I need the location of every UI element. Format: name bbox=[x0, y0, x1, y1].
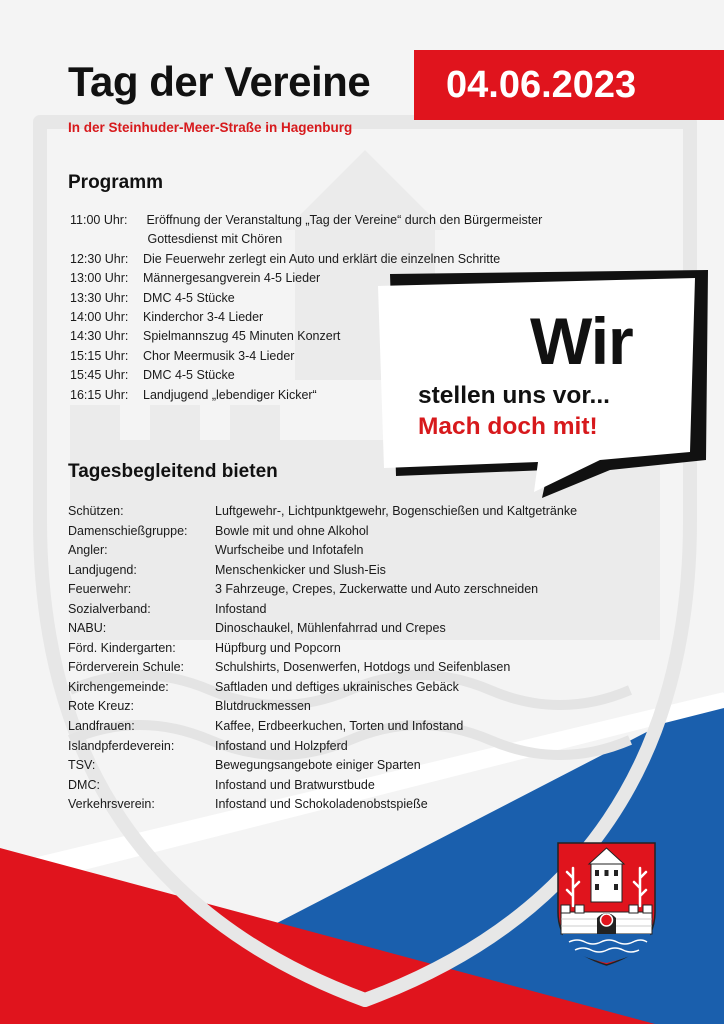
offer-text: Blutdruckmessen bbox=[215, 699, 311, 714]
offer-text: Bowle mit und ohne Alkohol bbox=[215, 523, 369, 538]
program-text: Kinderchor 3-4 Lieder bbox=[143, 310, 264, 325]
event-location: In der Steinhuder-Meer-Straße in Hagenburg bbox=[68, 120, 353, 135]
program-text: Eröffnung der Veranstaltung „Tag der Vereine“ durch den Bürgermeister bbox=[143, 213, 543, 227]
offer-row bbox=[68, 737, 668, 757]
offer-row bbox=[68, 697, 668, 717]
event-date: 04.06.2023 bbox=[446, 63, 637, 106]
program-text: Die Feuerwehr zerlegt ein Auto und erklärt die einzelnen Schritte bbox=[143, 251, 501, 266]
program-heading: Programm bbox=[68, 172, 164, 193]
offer-row bbox=[68, 561, 668, 581]
offer-row bbox=[68, 678, 668, 698]
offer-row bbox=[68, 522, 668, 542]
program-text: Männergesangverein 4-5 Lieder bbox=[143, 271, 321, 286]
offer-club: Landfrauen: bbox=[68, 719, 135, 734]
offer-text: Kaffee, Erdbeerkuchen, Torten und Infostand bbox=[215, 719, 464, 734]
offer-club: Rote Kreuz: bbox=[68, 699, 135, 714]
offer-club: DMC: bbox=[68, 777, 100, 792]
offer-row bbox=[68, 795, 668, 815]
offer-club: Förd. Kindergarten: bbox=[68, 640, 176, 655]
bubble-headline: Wir bbox=[530, 304, 633, 378]
offer-text: Infostand und Holzpferd bbox=[215, 738, 348, 753]
event-date-banner bbox=[414, 50, 724, 120]
offer-text: Saftladen und deftiges ukrainisches Gebäck bbox=[215, 679, 459, 694]
offer-row bbox=[68, 600, 668, 620]
program-text: Landjugend „lebendiger Kicker“ bbox=[143, 387, 317, 402]
offer-text: Menschenkicker und Slush-Eis bbox=[215, 562, 386, 577]
offer-row bbox=[68, 639, 668, 659]
program-text: DMC 4-5 Stücke bbox=[143, 368, 235, 383]
offer-row bbox=[68, 619, 668, 639]
offer-club: Angler: bbox=[68, 543, 108, 558]
offer-row bbox=[68, 580, 668, 600]
program-item bbox=[70, 211, 630, 230]
offer-club: Schützen: bbox=[68, 504, 124, 518]
program-time: 16:15 Uhr: bbox=[70, 387, 129, 402]
offer-club: Verkehrsverein: bbox=[68, 797, 155, 812]
coat-of-arms-icon bbox=[557, 842, 656, 966]
offer-text: Bewegungsangebote einiger Sparten bbox=[215, 758, 421, 773]
bubble-line-1: stellen uns vor... bbox=[418, 382, 610, 409]
program-text: Spielmannszug 45 Minuten Konzert bbox=[143, 329, 341, 344]
offer-row bbox=[68, 541, 668, 561]
program-time: 15:15 Uhr: bbox=[70, 348, 129, 363]
program-time: 13:30 Uhr: bbox=[70, 290, 129, 305]
program-time: 12:30 Uhr: bbox=[70, 251, 129, 266]
offers-list bbox=[68, 502, 668, 815]
program-text: Gottesdienst mit Chören bbox=[144, 232, 283, 247]
offer-row bbox=[68, 502, 668, 522]
program-time: 14:30 Uhr: bbox=[70, 329, 129, 344]
offer-club: Sozialverband: bbox=[68, 601, 151, 616]
offer-text: Infostand und Bratwurstbude bbox=[215, 777, 375, 792]
offer-club: Landjugend: bbox=[68, 562, 137, 577]
offer-text: 3 Fahrzeuge, Crepes, Zuckerwatte und Auto zerschneiden bbox=[215, 582, 539, 597]
program-item-continuation bbox=[70, 230, 630, 249]
offer-row bbox=[68, 776, 668, 796]
offer-club: Förderverein Schule: bbox=[68, 660, 185, 675]
program-time: 15:45 Uhr: bbox=[70, 368, 129, 383]
crest-rose bbox=[601, 914, 613, 926]
program-item bbox=[70, 250, 630, 269]
offer-text: Dinoschaukel, Mühlenfahrrad und Crepes bbox=[215, 621, 446, 636]
page-title: Tag der Vereine bbox=[68, 58, 371, 105]
program-time: 13:00 Uhr: bbox=[70, 271, 129, 286]
offer-text: Schulshirts, Dosenwerfen, Hotdogs und Seifenblasen bbox=[215, 660, 511, 675]
offer-text: Wurfscheibe und Infotafeln bbox=[215, 543, 364, 558]
offer-club: Damenschießgruppe: bbox=[68, 523, 188, 538]
offer-club: Islandpferdeverein: bbox=[68, 738, 175, 753]
offer-text: Luftgewehr-, Lichtpunktgewehr, Bogenschießen und Kaltgetränke bbox=[215, 504, 578, 518]
program-time: 14:00 Uhr: bbox=[70, 310, 129, 325]
crest-tower bbox=[591, 864, 622, 902]
offer-row bbox=[68, 717, 668, 737]
bubble-line-2: Mach doch mit! bbox=[418, 413, 598, 440]
offer-text: Hüpfburg und Popcorn bbox=[215, 640, 341, 655]
offer-row bbox=[68, 756, 668, 776]
offers-heading: Tagesbegleitend bieten bbox=[68, 461, 278, 482]
offer-text: Infostand und Schokoladenobstspieße bbox=[215, 797, 428, 812]
program-text: DMC 4-5 Stücke bbox=[143, 290, 235, 305]
program-text: Chor Meermusik 3-4 Lieder bbox=[143, 348, 295, 363]
offer-row bbox=[68, 658, 668, 678]
offer-text: Infostand bbox=[215, 601, 267, 616]
offer-club: TSV: bbox=[68, 758, 96, 773]
offer-club: NABU: bbox=[68, 621, 107, 636]
program-time: 11:00 Uhr: bbox=[70, 213, 128, 227]
offer-club: Feuerwehr: bbox=[68, 582, 132, 597]
crest-water bbox=[563, 934, 650, 963]
offer-club: Kirchengemeinde: bbox=[68, 679, 169, 694]
